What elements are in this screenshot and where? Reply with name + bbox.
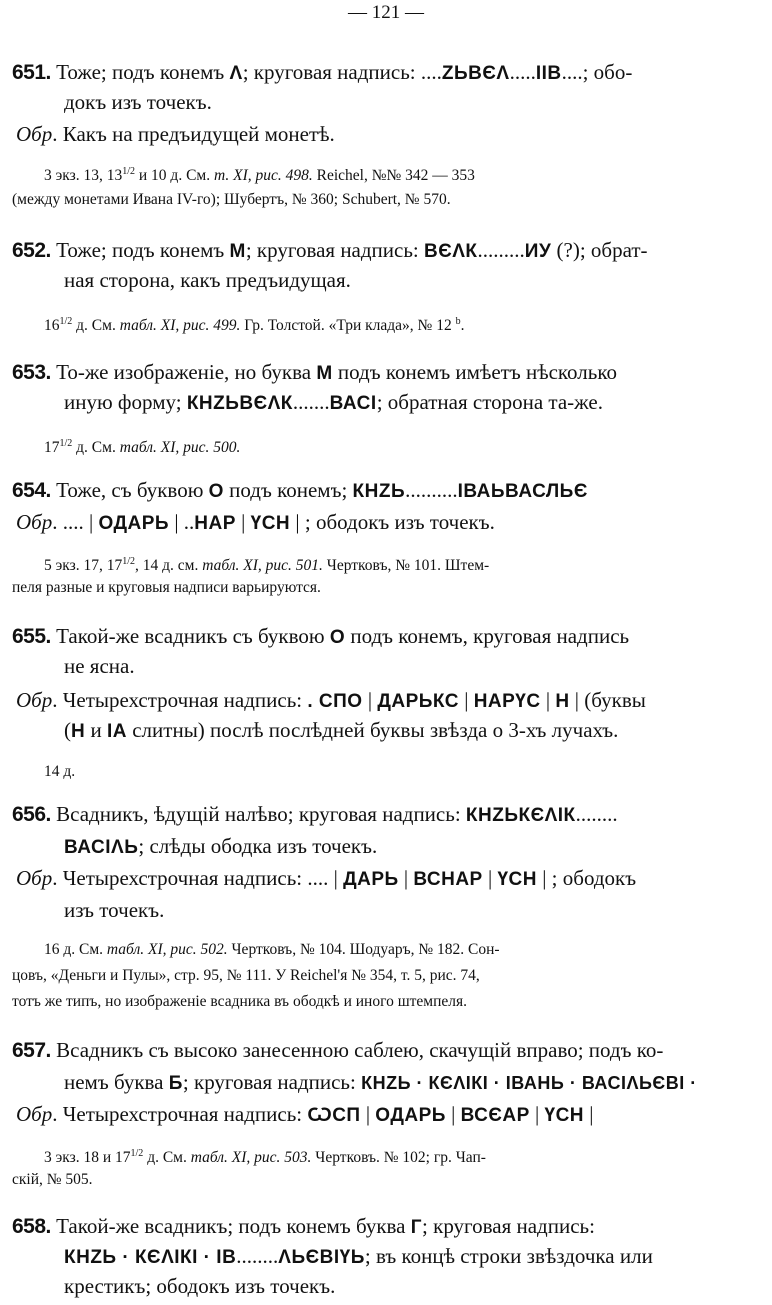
entry-652-line-1: 652. Тоже; подъ конемъ М; круговая надпись: ВЄΛК.........ИУ (?); обрат-	[12, 238, 648, 262]
entry-655-line-3: (Н и ІА слитны) послѣ послѣдней буквы звѣзда о 3-хъ лучахъ.	[64, 718, 619, 742]
entry-number: 654.	[12, 479, 51, 502]
entry-653-note-1: $17^{1/2}$ д. См. табл. XI, рис. 500.	[44, 438, 241, 457]
slavonic-inscription: ZЬВЄΛ	[441, 63, 510, 84]
entry-651-line-1: 651. Тоже; подъ конемъ Λ; круговая надпись: ....ZЬВЄΛ.....ІІВ....; обо-	[12, 60, 633, 84]
slavonic-letter: Λ	[229, 63, 243, 84]
entry-653-line-2: иную форму; КНZЬВЄΛК.......ВАСІ; обратная сторона та-же.	[64, 390, 603, 414]
entry-656-note-2: цовъ, «Деньги и Пулы», стр. 95, № 111. У Reichel'я № 354, т. 5, рис. 74,	[12, 967, 480, 984]
entry-653-line-1: 653. То-же изображеніе, но буква М подъ конемъ имѣетъ нѣсколько	[12, 360, 617, 384]
page-number: — 121 —	[348, 2, 424, 23]
entry-655-obverse: Обр. Четырехстрочная надпись: . СПО | ДАРЬКС | НАРҮС | Н | (буквы	[16, 688, 646, 712]
entry-651-note-2: (между монетами Ивана IV-го); Шубертъ, № 360; Schubert, № 570.	[12, 191, 451, 208]
entry-656-obverse: Обр. Четырехстрочная надпись: .... | ДАРЬ | ВСНАР | ҮСН | ; ободокъ	[16, 866, 637, 890]
entry-number: 655.	[12, 625, 51, 648]
entry-657-note-2: скій, № 505.	[12, 1171, 93, 1188]
entry-651-line-2: докъ изъ точекъ.	[64, 90, 212, 114]
entry-number: 656.	[12, 803, 51, 826]
entry-656-line-3: изъ точекъ.	[64, 898, 165, 922]
entry-number: 653.	[12, 361, 51, 384]
entry-654-line-1: 654. Тоже, съ буквою О подъ конемъ; КНZЬ..........ІВАЬВАСЛЬЄ	[12, 478, 588, 502]
entry-657-line-1: 657. Всадникъ съ высоко занесенною саблею, скачущій вправо; подъ ко-	[12, 1038, 664, 1062]
entry-655-note-1: 14 д.	[44, 763, 76, 780]
entry-656-note-1: 16 д. См. табл. XI, рис. 502. Чертковъ, № 104. Шодуаръ, № 182. Сон-	[44, 941, 500, 958]
entry-652-note-1: $16^{1/2}$ д. См. табл. XI, рис. 499. Гр. Толстой. «Три клада», № 12 $^b$.	[44, 316, 465, 335]
entry-657-obverse: Обр. Четырехстрочная надпись: ѠСП | ОДАРЬ | ВСЄАР | ҮСН |	[16, 1102, 594, 1126]
entry-657-note-1: 3 экз. 18 и $17^{1/2}$ д. См. табл. XI, рис. 503. Чертковъ. № 102; гр. Чап-	[44, 1148, 486, 1167]
entry-656-line-2: ВАСІΛЬ; слѣды ободка изъ точекъ.	[64, 834, 378, 858]
entry-658-line-2: КНZЬ · КЄΛІКІ · ІВ........ΛЬЄВІҮЬ; въ концѣ строки звѣздочка или	[64, 1244, 653, 1268]
entry-651-note-1: 3 экз. 13, $13^{1/2}$ и 10 д. См. т. XI, рис. 498. Reichel, №№ 342 — 353	[44, 166, 475, 185]
entry-658-line-1: 658. Такой-же всадникъ; подъ конемъ буква Г; круговая надпись:	[12, 1214, 595, 1238]
obverse-label: Обр	[16, 866, 53, 890]
entry-number: 651.	[12, 61, 51, 84]
obverse-label: Обр	[16, 122, 53, 146]
entry-654-note-2: пеля разные и круговыя надписи варьируются.	[12, 579, 321, 596]
obverse-label: Обр	[16, 688, 53, 712]
entry-654-obverse: Обр. .... | ОДАРЬ | ..НАР | ҮСН | ; ободокъ изъ точекъ.	[16, 510, 495, 534]
slavonic-inscription: ІІВ	[535, 63, 562, 84]
obverse-label: Обр	[16, 510, 53, 534]
entry-652-line-2: ная сторона, какъ предъидущая.	[64, 268, 351, 292]
entry-number: 658.	[12, 1215, 51, 1238]
entry-654-note-1: 5 экз. 17, $17^{1/2}$, 14 д. см. табл. XI, рис. 501. Чертковъ, № 101. Штем-	[44, 556, 490, 575]
entry-651-obverse: Обр. Какъ на предъидущей монетѣ.	[16, 122, 335, 146]
entry-656-line-1: 656. Всадникъ, ѣдущій налѣво; круговая надпись: КНZЬКЄΛІК........	[12, 802, 618, 826]
entry-656-note-3: тотъ же типъ, но изображеніе всадника въ ободкѣ и иного штемпеля.	[12, 993, 468, 1010]
entry-number: 652.	[12, 239, 51, 262]
entry-number: 657.	[12, 1039, 51, 1062]
entry-657-line-2: немъ буква Б; круговая надпись: КНZЬ · КЄΛІКІ · ІВАНЬ · ВАСІΛЬЄВІ ·	[64, 1070, 697, 1094]
entry-658-line-3: крестикъ; ободокъ изъ точекъ.	[64, 1274, 336, 1298]
obverse-label: Обр	[16, 1102, 53, 1126]
entry-655-line-1: 655. Такой-же всадникъ съ буквою О подъ конемъ, круговая надпись	[12, 624, 630, 648]
entry-655-line-2: не ясна.	[64, 654, 135, 678]
